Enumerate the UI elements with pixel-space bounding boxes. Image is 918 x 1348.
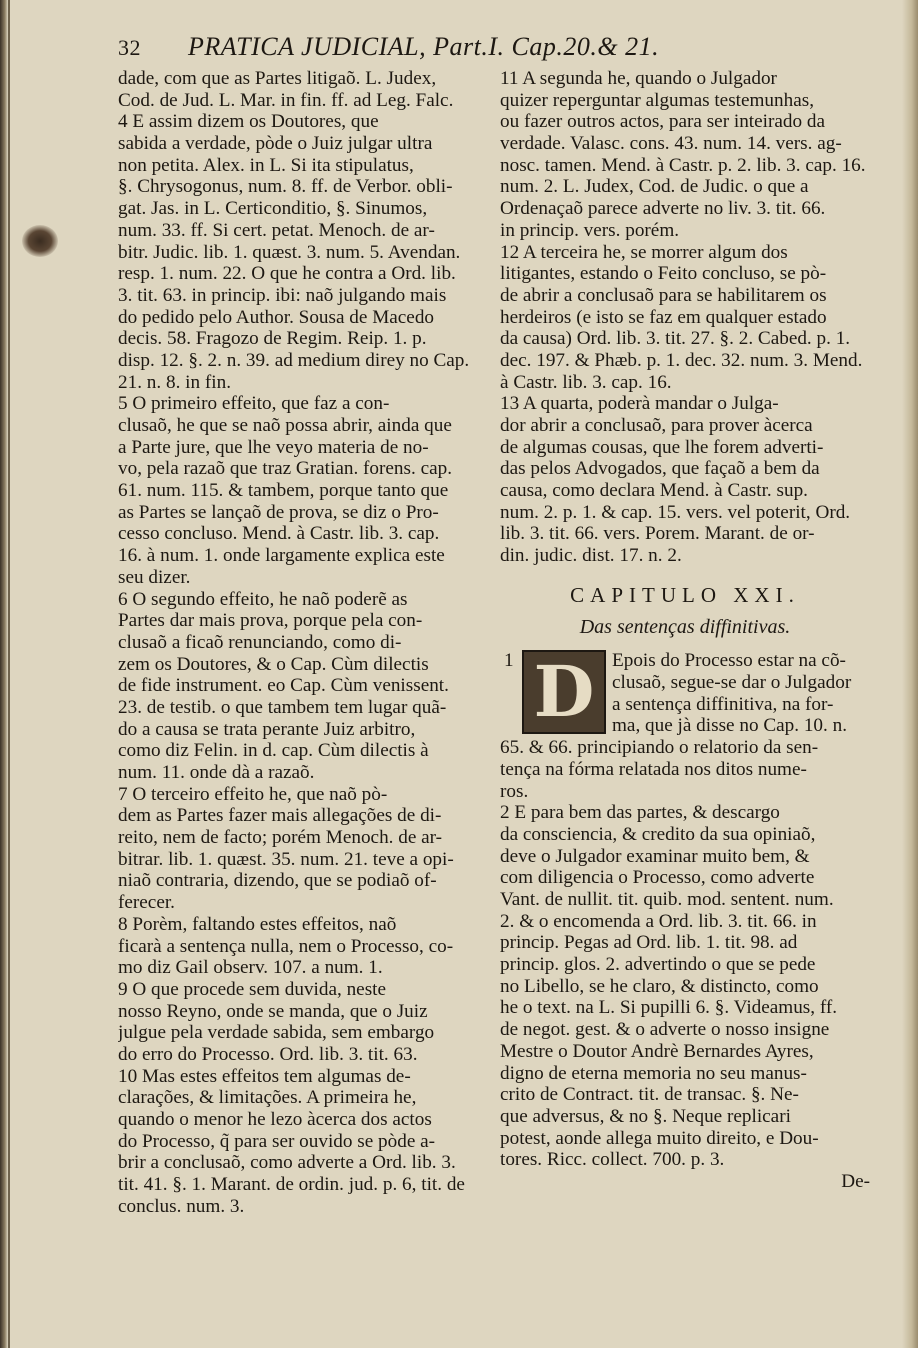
text-line: brir a conclusaõ, como adverte a Ord. lib. 3. [118, 1152, 456, 1174]
text-line: 2. & o encomenda a Ord. lib. 3. tit. 66. in [500, 910, 817, 932]
text-line: quizer reperguntar algumas testemunhas, [500, 89, 814, 111]
text-line: 13 A quarta, poderà mandar o Julga- [500, 393, 779, 415]
text-line: princip. Pegas ad Ord. lib. 1. tit. 98. ad [500, 932, 798, 954]
right-column [500, 68, 870, 1193]
text-line: bitrar. lib. 1. quæst. 35. num. 21. teve a opi- [118, 848, 454, 870]
decorated-initial: D [522, 650, 606, 734]
running-title: PRATICA JUDICIAL, Part.I. Cap.20.& 21. [188, 32, 660, 61]
paragraph-number: 1 [504, 650, 514, 672]
text-line: resp. 1. num. 22. O que he contra a Ord. lib. [118, 263, 456, 285]
running-header [118, 32, 878, 62]
text-line: da consciencia, & credito da sua opiniaõ, [500, 823, 816, 845]
text-line: quando o menor he lezo àcerca dos actos [118, 1109, 432, 1130]
text-line: da causa) Ord. lib. 3. tit. 27. §. 2. Cabed. p. 1. [500, 328, 851, 350]
text-line: dade, com que as Partes litigaõ. L. Judex, [118, 68, 437, 89]
text-line: do erro do Processo. Ord. lib. 3. tit. 63. [118, 1043, 418, 1065]
text-line: 2 E para bem das partes, & descargo [500, 802, 780, 824]
text-line: as Partes se lançaõ de prova, se diz o Pro- [118, 501, 439, 523]
text-line: das pelos Advogados, que façaõ a bem da [500, 458, 820, 480]
initial-lines [612, 650, 870, 737]
text-line: 4 E assim dizem os Doutores, que [118, 111, 379, 133]
text-line: lib. 3. tit. 66. vers. Porem. Marant. de or- [500, 523, 815, 545]
text-line: de algumas cousas, que lhe forem adverti- [500, 436, 824, 458]
text-line: bitr. Judic. lib. 1. quæst. 3. num. 5. Avendan. [118, 241, 461, 263]
text-line: §. Chrysogonus, num. 8. ff. de Verbor. obli- [118, 176, 453, 198]
text-line: dec. 197. & Phæb. p. 1. dec. 32. num. 3. Mend. [500, 349, 863, 371]
text-line: tores. Ricc. collect. 700. p. 3. [500, 1149, 725, 1171]
text-line: 10 Mas estes effeitos tem algumas de- [118, 1065, 411, 1087]
text-line: de negot. gest. & o adverte o nosso insigne [500, 1019, 830, 1041]
text-line: ferecer. [118, 892, 175, 914]
text-line: 23. de testib. o que tambem tem lugar quã- [118, 696, 447, 718]
text-line: litigantes, estando o Feito concluso, se pò- [500, 263, 827, 285]
text-line: gat. Jas. in L. Certiconditio, §. Sinumos, [118, 198, 428, 220]
text-line: 65. & 66. principiando o relatorio da sen- [500, 737, 819, 759]
text-line: no Libello, se he claro, & distincto, como [500, 975, 819, 997]
text-line: in princip. vers. porém. [500, 219, 680, 241]
text-line: causa, como declara Mend. à Castr. sup. [500, 480, 808, 502]
text-line: num. 2. p. 1. & cap. 15. vers. vel poterit, Ord. [500, 501, 851, 523]
text-line: sabida a verdade, pòde o Juiz julgar ultra [118, 133, 433, 155]
text-line: clusaõ, he que se naõ possa abrir, ainda que [118, 415, 452, 436]
binding-strip [8, 0, 10, 1348]
text-line: que adversus, & no §. Neque replicari [500, 1105, 791, 1127]
text-line: nosso Reyno, onde se manda, que o Juiz [118, 1000, 428, 1022]
text-line: herdeiros (e isto se faz em qualquer estado [500, 306, 827, 328]
text-line: zem os Doutores, & o Cap. Cùm dilectis [118, 653, 429, 675]
text-line: Cod. de Jud. L. Mar. in fin. ff. ad Leg. Falc. [118, 89, 454, 111]
text-line: a Parte jure, que lhe veyo materia de no- [118, 436, 429, 458]
text-line: deve o Julgador examinar muito bem, & [500, 845, 810, 867]
chapter-title: CAPITULO XXI. [570, 582, 800, 607]
text-line: ros. [500, 780, 529, 802]
text-line: 12 A terceira he, se morrer algum dos [500, 241, 788, 263]
text-line: crito de Contract. tit. de transac. §. Ne- [500, 1084, 799, 1106]
text-line: 6 O segundo effeito, he naõ poderẽ as [118, 588, 408, 610]
text-line: clusaõ a ficaõ renunciando, como di- [118, 631, 402, 653]
left-column [118, 68, 492, 1217]
text-line: niaõ contraria, dizendo, que se podiaõ of- [118, 870, 437, 892]
text-line: reito, nem de facto; porém Menoch. de ar- [118, 827, 443, 849]
text-line: 16. à num. 1. onde largamente explica este [118, 545, 445, 567]
text-line: princip. glos. 2. advertindo o que se pede [500, 954, 816, 976]
text-line: 5 O primeiro effeito, que faz a con- [118, 393, 390, 415]
text-line: como diz Felin. in d. cap. Cùm dilectis à [118, 740, 429, 762]
text-line: do Processo, q̃ para ser ouvido se pòde a- [118, 1130, 436, 1152]
text-line: mo diz Gail observ. 107. a num. 1. [118, 957, 383, 979]
text-line: conclus. num. 3. [118, 1195, 245, 1217]
text-line: digno de eterna memoria no seu manus- [500, 1062, 807, 1084]
text-line: cesso concluso. Mend. à Castr. lib. 3. cap. [118, 523, 440, 545]
text-line: disp. 12. §. 2. n. 39. ad medium direy no Cap. [118, 349, 470, 371]
text-line: 7 O terceiro effeito he, que naõ pò- [118, 783, 388, 805]
text-line: num. 33. ff. Si cert. petat. Menoch. de ar- [118, 219, 435, 241]
text-line: he o text. na L. Si pupilli 6. §. Videamus, ff. [500, 997, 838, 1019]
text-line: Ordenaçaõ parece adverte no liv. 3. tit. 66. [500, 198, 826, 220]
right-column-bottom [500, 737, 870, 1171]
text-line: 61. num. 115. & tambem, porque tanto que [118, 480, 449, 502]
text-line: ficarà a sentença nulla, nem o Processo, co- [118, 935, 454, 957]
text-line: com diligencia o Processo, como adverte [500, 867, 815, 889]
chapter-subtitle: Das sentenças diffinitivas. [579, 615, 791, 638]
text-line: 11 A segunda he, quando o Julgador [500, 68, 777, 89]
text-line: tit. 41. §. 1. Marant. de ordin. jud. p. 6, tit. de [118, 1174, 465, 1196]
text-line: 9 O que procede sem duvida, neste [118, 978, 387, 1000]
text-line: de fide instrument. eo Cap. Cùm venissent. [118, 675, 449, 697]
text-line: Vant. de nullit. tit. quib. mod. sentent. num. [500, 889, 834, 911]
text-line: Partes dar mais prova, porque pela con- [118, 610, 423, 632]
text-line: de abrir a conclusaõ para se habilitarem os [500, 284, 827, 306]
text-line: vo, pela razaõ que traz Gratian. forens. cap. [118, 458, 453, 480]
text-line: Mestre o Doutor Andrè Bernardes Ayres, [500, 1040, 814, 1062]
text-line: nosc. tamen. Mend. à Castr. p. 2. lib. 3. cap. 16. [500, 154, 866, 176]
page-number: 32 [118, 35, 141, 60]
text-line: à Castr. lib. 3. cap. 16. [500, 371, 672, 393]
text-line: decis. 58. Fragozo de Regim. Reip. 1. p. [118, 328, 427, 350]
text-line: do pedido pelo Author. Sousa de Macedo [118, 306, 435, 328]
text-line: verdade. Valasc. cons. 43. num. 14. vers. ag- [500, 133, 842, 155]
text-line: clarações, & limitações. A primeira he, [118, 1087, 417, 1109]
text-line: 21. n. 8. in fin. [118, 371, 231, 393]
text-line: Epois do Processo estar na cõ- [612, 650, 846, 672]
text-line: dor abrir a conclusaõ, para prover àcerca [500, 415, 813, 436]
page-edge [902, 0, 918, 1348]
text-line: do a causa se trata perante Juiz arbitro, [118, 718, 416, 740]
text-line: potest, aonde allega muito direito, e Dou- [500, 1127, 819, 1149]
text-line: clusaõ, segue-se dar o Julgador [612, 671, 852, 693]
text-line: ma, que jà disse no Cap. 10. n. [612, 715, 848, 737]
right-column-top [500, 68, 870, 567]
initial-paragraph [500, 650, 870, 737]
text-line: a sentença diffinitiva, na for- [612, 693, 834, 715]
text-line: ou fazer outros actos, para ser inteirado da [500, 111, 825, 133]
text-line: num. 11. onde dà a razaõ. [118, 762, 315, 783]
text-line: non petita. Alex. in L. Si ita stipulatus, [118, 154, 414, 176]
ink-stain [22, 225, 58, 257]
catchword: De- [841, 1170, 870, 1192]
text-line: dem as Partes fazer mais allegações de di- [118, 805, 442, 827]
page-gutter [0, 0, 8, 1348]
text-line: 3. tit. 63. in princip. ibi: naõ julgando mais [118, 284, 447, 306]
text-line: din. judic. dist. 17. n. 2. [500, 545, 682, 567]
text-line: num. 2. L. Judex, Cod. de Judic. o que a [500, 176, 809, 198]
text-line: 8 Porèm, faltando estes effeitos, naõ [118, 913, 397, 935]
text-line: tença na fórma relatada nos ditos nume- [500, 758, 807, 780]
text-line: seu dizer. [118, 566, 191, 588]
text-line: julgue pela verdade sabida, sem embargo [118, 1022, 435, 1044]
